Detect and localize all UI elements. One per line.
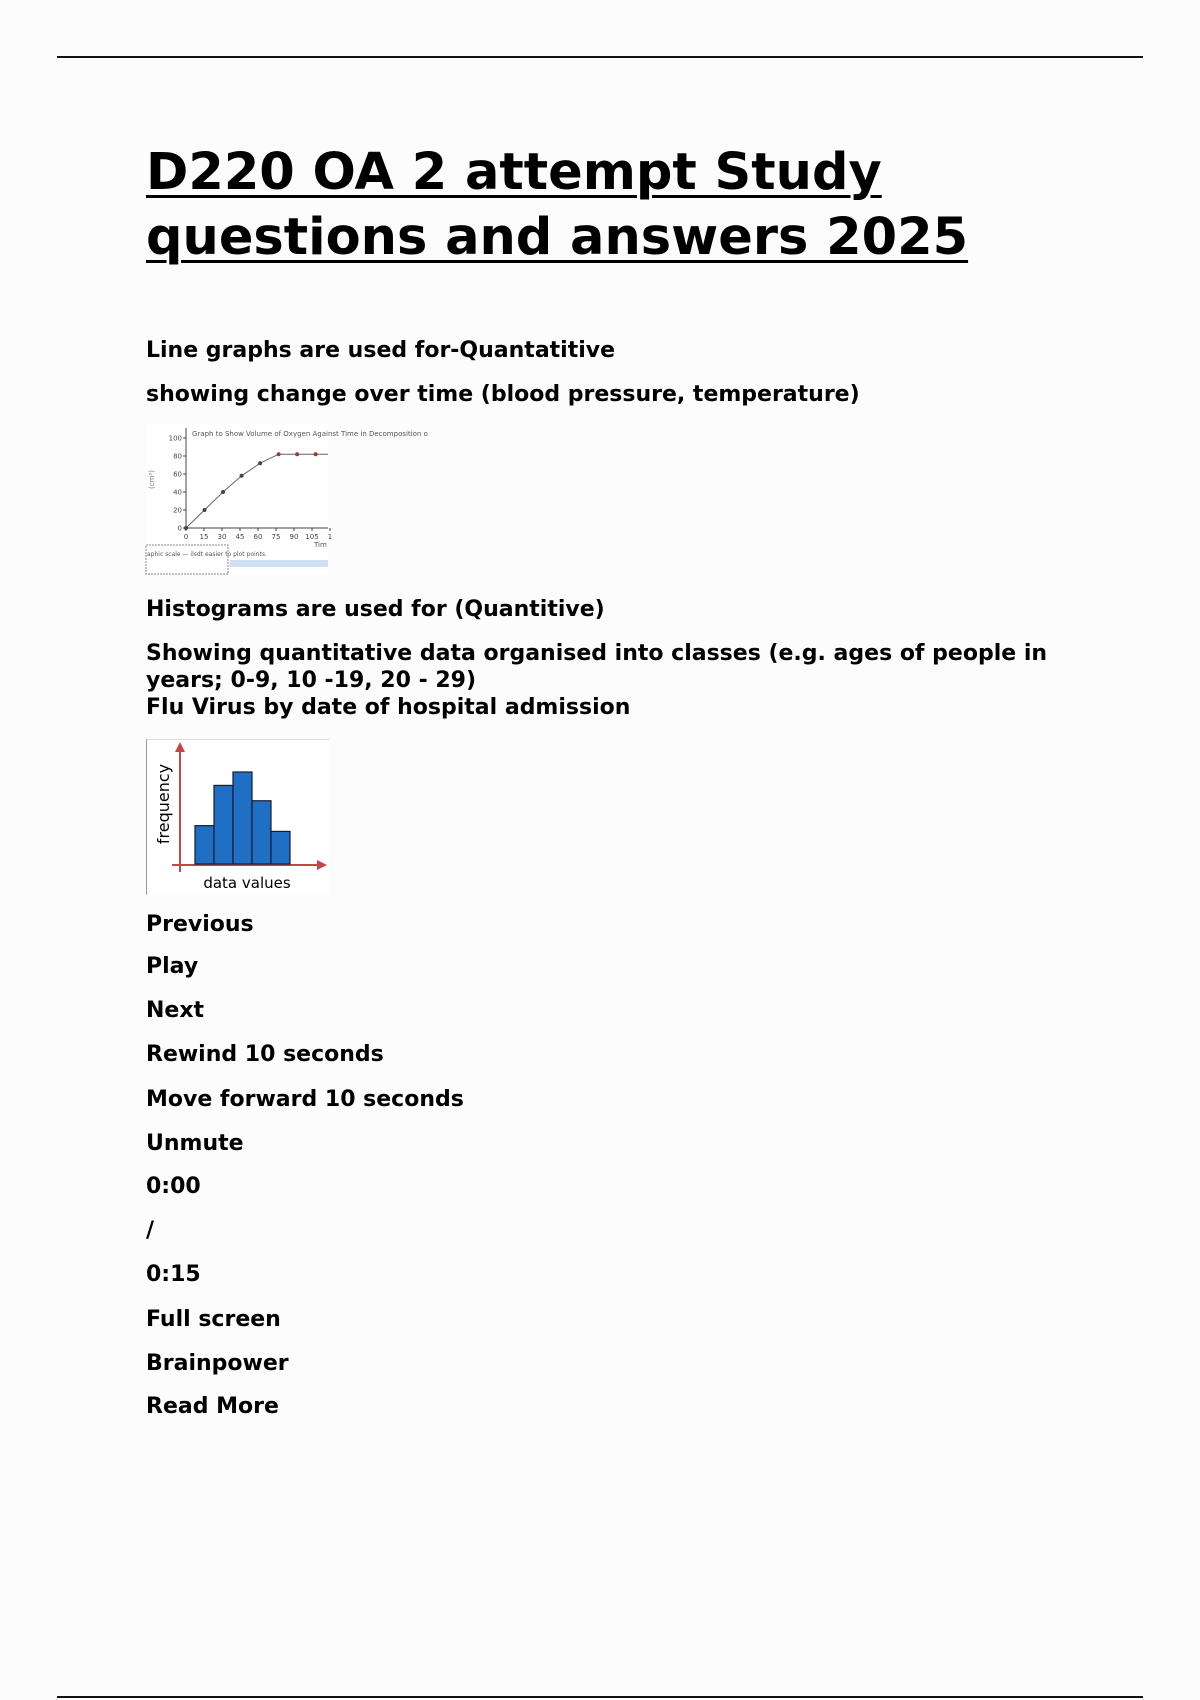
play-button[interactable]: Play bbox=[146, 954, 199, 979]
histogram-bar bbox=[233, 772, 252, 864]
read-more-link[interactable]: Read More bbox=[146, 1394, 279, 1419]
histogram-bar bbox=[271, 831, 290, 864]
line-graph-point bbox=[221, 490, 225, 494]
line-graph-caption: Graph to Show Volume of Oxygen Against Time in Decomposition o bbox=[192, 430, 428, 438]
line-graph-point bbox=[277, 452, 281, 456]
line-graph-y-tick-label: 100 bbox=[168, 434, 182, 443]
line-graph-x-tick-label: 105 bbox=[305, 533, 319, 541]
line-graph-point bbox=[240, 474, 244, 478]
line-graph-series-line bbox=[186, 454, 328, 528]
page-title: D220 OA 2 attempt Study questions and answers 2025 bbox=[146, 143, 969, 267]
line-graph-y-tick-label: 20 bbox=[173, 506, 182, 515]
line-graph-x-tick-label: 75 bbox=[271, 533, 281, 541]
line-graph-x-label: Tim bbox=[314, 541, 327, 549]
line-graph-x-tick-label: 45 bbox=[235, 533, 245, 541]
previous-button[interactable]: Previous bbox=[146, 912, 254, 937]
line-graph-image bbox=[146, 424, 428, 574]
line-graphs-description: showing change over time (blood pressure, temperature) bbox=[146, 382, 860, 407]
line-graph-point bbox=[258, 461, 262, 465]
line-graph-note: aphic scale — ilsdt easier to plot points. bbox=[147, 551, 267, 558]
line-graph-point bbox=[295, 452, 299, 456]
line-graph-x-tick-label: 30 bbox=[217, 533, 227, 541]
fullscreen-button[interactable]: Full screen bbox=[146, 1307, 281, 1332]
histogram-image bbox=[146, 739, 329, 895]
line-graph-highlight bbox=[230, 560, 328, 567]
line-graph-point bbox=[314, 452, 318, 456]
next-button[interactable]: Next bbox=[146, 998, 205, 1023]
line-graph-y-label: (cm³) bbox=[148, 470, 156, 489]
line-graph-x-tick-label: 0 bbox=[183, 533, 189, 541]
line-graph-y-tick-label: 80 bbox=[173, 452, 182, 461]
line-graph-y-tick-label: 0 bbox=[177, 524, 182, 533]
histogram-y-label: frequency bbox=[154, 763, 173, 845]
line-graph-x-tick-label: 60 bbox=[253, 533, 263, 541]
histogram-bar bbox=[252, 801, 271, 864]
histogram-chart bbox=[147, 740, 329, 895]
brainpower-link[interactable]: Brainpower bbox=[146, 1351, 289, 1376]
forward-button[interactable]: Move forward 10 seconds bbox=[146, 1087, 464, 1112]
histogram-x-arrow bbox=[317, 860, 327, 870]
line-graph-x-tick-label: 15 bbox=[199, 533, 209, 541]
line-graph-note-box bbox=[146, 545, 228, 574]
rewind-button[interactable]: Rewind 10 seconds bbox=[146, 1042, 384, 1067]
histogram-bar bbox=[214, 785, 233, 864]
top-rule bbox=[57, 56, 1143, 58]
line-graph-y-tick-label: 60 bbox=[173, 470, 182, 479]
histogram-y-arrow bbox=[175, 742, 185, 752]
line-graph-x-tick-label: 90 bbox=[289, 533, 299, 541]
line-graph-point bbox=[203, 508, 207, 512]
line-graph-x-tick-label: 1 bbox=[327, 533, 333, 541]
histograms-description: Showing quantitative data organised into classes (e.g. ages of people in years; 0-9, 10 -19, 20 - 29) bbox=[146, 641, 1048, 693]
line-graph-point bbox=[184, 526, 188, 530]
histogram-x-label: data values bbox=[203, 874, 291, 892]
line-graphs-heading: Line graphs are used for-Quantatitive bbox=[146, 338, 616, 363]
time-separator: / bbox=[146, 1218, 155, 1243]
duration: 0:15 bbox=[146, 1262, 201, 1287]
unmute-button[interactable]: Unmute bbox=[146, 1131, 244, 1156]
line-graph-y-tick-label: 40 bbox=[173, 488, 182, 497]
histograms-example: Flu Virus by date of hospital admission bbox=[146, 695, 631, 720]
line-graph-chart bbox=[146, 424, 428, 574]
current-time: 0:00 bbox=[146, 1174, 201, 1199]
histograms-heading: Histograms are used for (Quantitive) bbox=[146, 597, 605, 622]
bottom-rule bbox=[57, 1696, 1143, 1698]
histogram-bar bbox=[195, 826, 214, 864]
